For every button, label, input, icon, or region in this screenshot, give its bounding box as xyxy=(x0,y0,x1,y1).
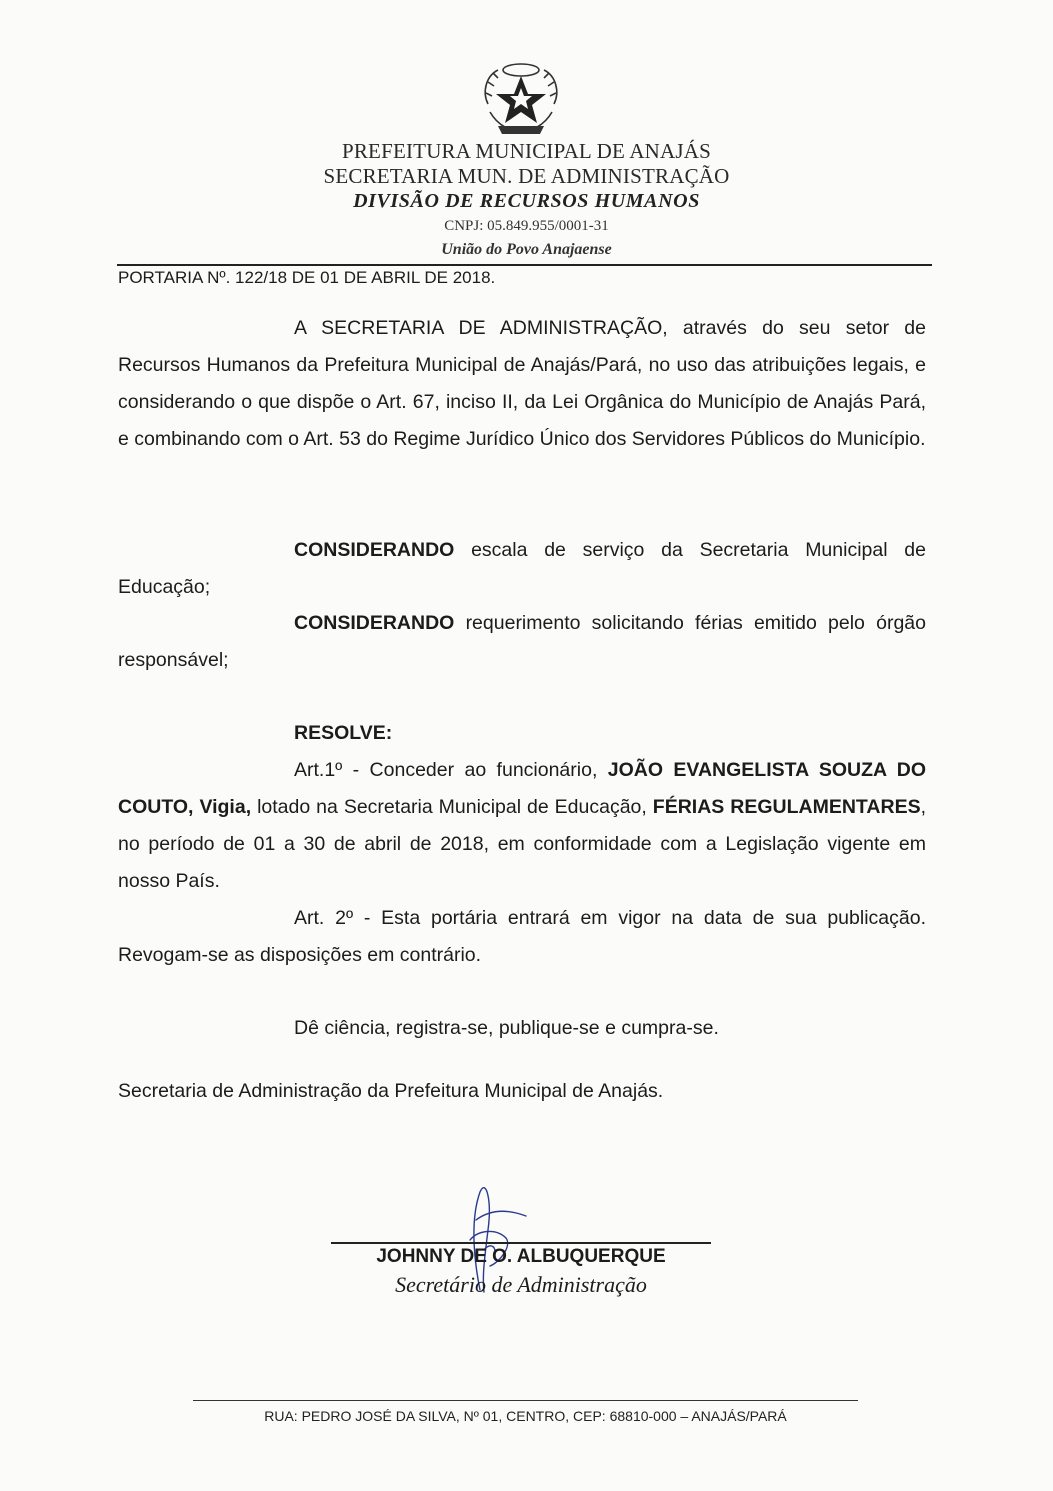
place-line: Secretaria de Administração da Prefeitura Municipal de Anajás. xyxy=(118,1080,664,1102)
employee-name: JOÃO EVANGELISTA SOUZA DO COUTO, Vigia, xyxy=(118,759,926,818)
considerando-2 xyxy=(118,605,926,679)
considerando-2-text: requerimento solicitando férias emitido pelo órgão responsável; xyxy=(118,612,926,671)
header-divider xyxy=(117,264,932,266)
municipal-seal-icon xyxy=(478,56,564,138)
header-secretaria: SECRETARIA MUN. DE ADMINISTRAÇÃO xyxy=(323,164,730,188)
article-2: Art. 2º - Esta portária entrará em vigor na data de sua publicação. Revogam-se as disposições em contrário. xyxy=(118,907,926,966)
considerando-2-label: CONSIDERANDO xyxy=(294,612,455,634)
header-cnpj: CNPJ: 05.849.955/0001-31 xyxy=(444,218,609,234)
signature-line xyxy=(331,1242,711,1244)
considerando-1 xyxy=(118,532,926,606)
footer-divider xyxy=(193,1400,858,1401)
footer-address: RUA: PEDRO JOSÉ DA SILVA, Nº 01, CENTRO, CEP: 68810-000 – ANAJÁS/PARÁ xyxy=(264,1408,787,1424)
signatory-name: JOHNNY DE O. ALBUQUERQUE xyxy=(376,1246,666,1267)
article-1-middle: lotado na Secretaria Municipal de Educação, xyxy=(251,796,653,818)
intro-paragraph: A SECRETARIA DE ADMINISTRAÇÃO, através do seu setor de Recursos Humanos da Prefeitura Municipal de Anajás/Pará, no uso das atribuições legais, e considerando o que dispõe o Art. 67, inciso II, da Lei Orgânica do Município de Anajás Pará, e combinando com o Art. 53 do Regime Jurídico Único dos Servidores Públicos do Município. xyxy=(118,317,926,450)
considerando-1-label: CONSIDERANDO xyxy=(294,539,455,561)
header-prefeitura: PREFEITURA MUNICIPAL DE ANAJÁS xyxy=(341,139,712,163)
portaria-number: PORTARIA Nº. 122/18 DE 01 DE ABRIL DE 2018. xyxy=(118,268,496,287)
article-1-end: , no período de 01 a 30 de abril de 2018, em conformidade com a Legislação vigente em nosso País. xyxy=(118,796,926,892)
article-1 xyxy=(118,752,926,900)
signatory-role: Secretário de Administração xyxy=(395,1272,647,1297)
considerando-1-text: escala de serviço da Secretaria Municipal de Educação; xyxy=(118,539,926,598)
article-1-intro: Art.1º - Conceder ao funcionário, xyxy=(294,759,608,781)
ferias-label: FÉRIAS REGULAMENTARES xyxy=(652,796,921,818)
resolve-heading: RESOLVE: xyxy=(294,722,393,744)
header-divisao: DIVISÃO DE RECURSOS HUMANOS xyxy=(353,190,700,212)
header-motto: União do Povo Anajaense xyxy=(441,241,612,258)
closing-line: Dê ciência, registra-se, publique-se e cumpra-se. xyxy=(294,1017,719,1039)
